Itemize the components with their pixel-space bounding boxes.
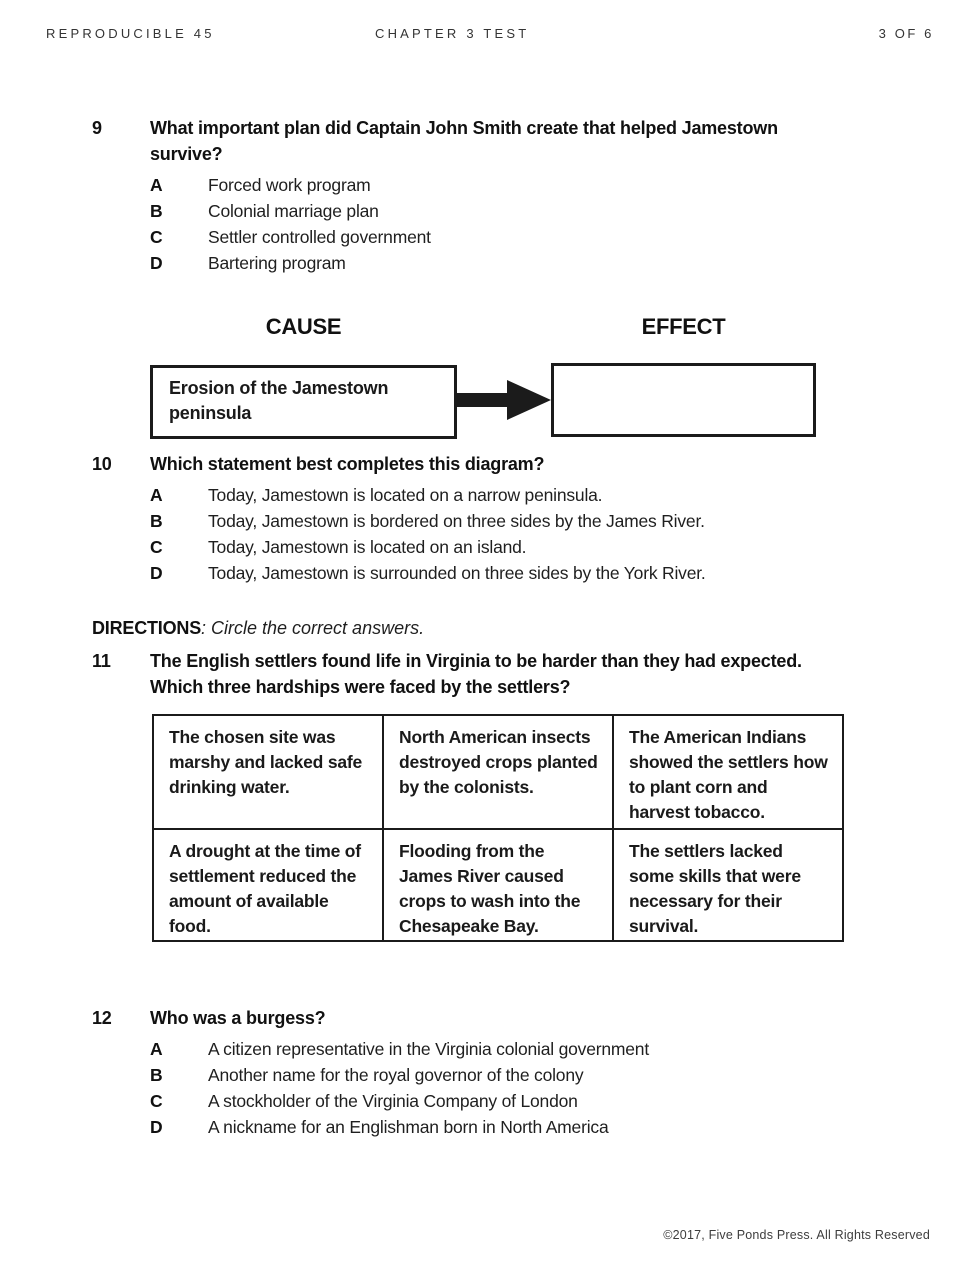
table-cell[interactable]: North American insects destroyed crops planted by the colonists. — [383, 715, 613, 829]
cause-box — [150, 365, 457, 439]
answer-option-c — [150, 1088, 852, 1114]
header-reproducible-label: REPRODUCIBLE 45 — [46, 26, 215, 41]
cause-box-text: Erosion of the Jamestown peninsula — [169, 378, 389, 423]
option-text: A nickname for an Englishman born in North America — [208, 1117, 609, 1137]
answer-option-d — [150, 1114, 852, 1140]
effect-answer-box — [551, 363, 816, 437]
option-letter: B — [150, 511, 163, 531]
header-page-number: 3 OF 6 — [878, 26, 934, 41]
option-text: Forced work program — [208, 175, 371, 195]
answer-options — [150, 172, 852, 276]
answer-options — [150, 482, 852, 586]
option-letter: C — [150, 1091, 163, 1111]
option-letter: A — [150, 485, 163, 505]
option-letter: D — [150, 563, 163, 583]
directions-text: : Circle the correct answers. — [201, 618, 425, 638]
question-text: Which statement best completes this diagram? — [150, 454, 545, 474]
table-row — [153, 715, 843, 829]
question-9 — [92, 115, 852, 276]
answer-option-c — [150, 534, 852, 560]
page-header — [46, 26, 934, 44]
question-text: Who was a burgess? — [150, 1008, 326, 1028]
option-text: Bartering program — [208, 253, 346, 273]
option-text: Today, Jamestown is surrounded on three sides by the York River. — [208, 563, 706, 583]
hardships-table — [152, 714, 844, 942]
question-number: 12 — [92, 1008, 112, 1028]
option-text: A citizen representative in the Virginia colonial government — [208, 1039, 649, 1059]
header-chapter-title: CHAPTER 3 TEST — [375, 26, 530, 41]
answer-option-d — [150, 250, 852, 276]
option-letter: A — [150, 175, 163, 195]
answer-option-b — [150, 198, 852, 224]
option-text: Another name for the royal governor of the colony — [208, 1065, 584, 1085]
table-cell[interactable]: The American Indians showed the settlers how to plant corn and harvest tobacco. — [613, 715, 843, 829]
answer-option-a — [150, 1036, 852, 1062]
directions-label: DIRECTIONS — [92, 618, 202, 638]
option-letter: C — [150, 537, 163, 557]
table-row — [153, 829, 843, 941]
answer-options — [150, 1036, 852, 1140]
directions-line — [92, 615, 424, 641]
copyright-notice: ©2017, Five Ponds Press. All Rights Reserved — [663, 1228, 930, 1242]
option-text: Settler controlled government — [208, 227, 431, 247]
answer-option-a — [150, 172, 852, 198]
option-letter: B — [150, 1065, 163, 1085]
right-arrow-icon — [457, 380, 551, 420]
answer-option-b — [150, 508, 852, 534]
option-text: Today, Jamestown is located on a narrow peninsula. — [208, 485, 603, 505]
option-text: A stockholder of the Virginia Company of London — [208, 1091, 578, 1111]
answer-option-d — [150, 560, 852, 586]
table-cell[interactable]: A drought at the time of settlement reduced the amount of available food. — [153, 829, 383, 941]
question-text: The English settlers found life in Virginia to be harder than they had expected. Which three hardships were faced by the settlers? — [150, 651, 802, 697]
option-letter: A — [150, 1039, 163, 1059]
option-text: Colonial marriage plan — [208, 201, 379, 221]
question-12 — [92, 1005, 852, 1140]
question-10 — [92, 451, 852, 586]
option-text: Today, Jamestown is located on an island. — [208, 537, 527, 557]
answer-option-a — [150, 482, 852, 508]
table-cell[interactable]: Flooding from the James River caused crops to wash into the Chesapeake Bay. — [383, 829, 613, 941]
option-letter: B — [150, 201, 163, 221]
cause-heading: CAUSE — [265, 314, 342, 339]
option-letter: D — [150, 1117, 163, 1137]
question-number: 9 — [92, 118, 102, 138]
table-cell[interactable]: The chosen site was marshy and lacked safe drinking water. — [153, 715, 383, 829]
option-letter: D — [150, 253, 163, 273]
effect-heading: EFFECT — [641, 314, 726, 339]
answer-option-b — [150, 1062, 852, 1088]
question-11 — [92, 648, 852, 700]
option-letter: C — [150, 227, 163, 247]
question-number: 11 — [92, 651, 111, 671]
question-number: 10 — [92, 454, 112, 474]
option-text: Today, Jamestown is bordered on three sides by the James River. — [208, 511, 705, 531]
question-text: What important plan did Captain John Smith create that helped Jamestown survive? — [150, 118, 778, 164]
answer-option-c — [150, 224, 852, 250]
table-cell[interactable]: The settlers lacked some skills that were necessary for their survival. — [613, 829, 843, 941]
